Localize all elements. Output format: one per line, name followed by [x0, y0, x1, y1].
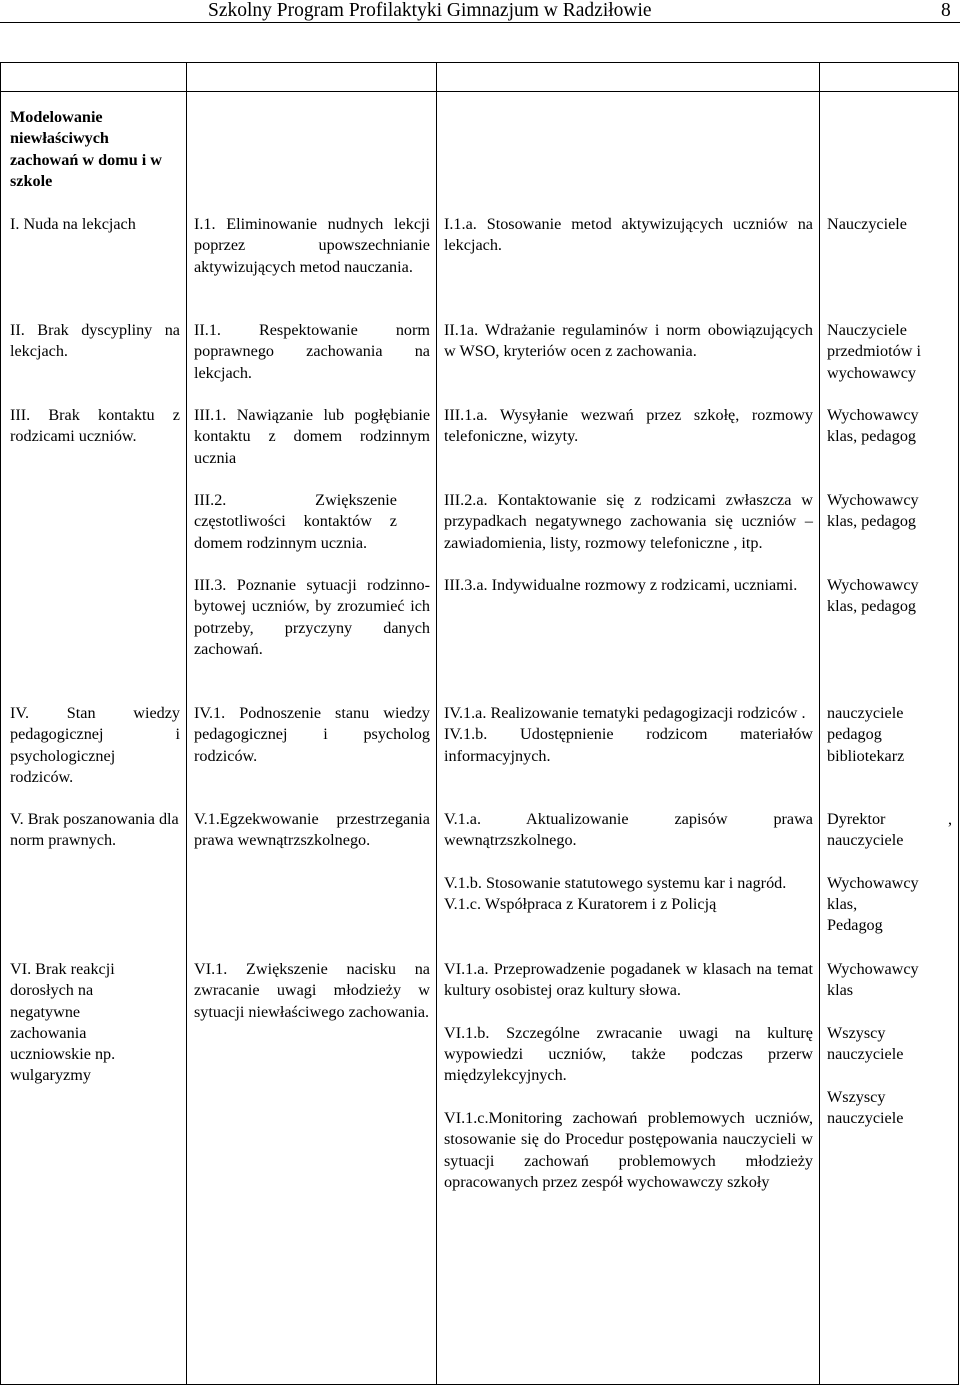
section-heading: Modelowanie niewłaściwych zachowań w domu i w szkole — [10, 108, 162, 190]
task-item: IV.1.a. Realizowanie tematyki pedagogizacji rodziców . — [444, 704, 806, 722]
column-divider — [186, 63, 187, 1384]
task-item: VI.1.c.Monitoring zachowań problemowych uczniów, stosowanie się do Procedur postępowania nauczycieli w sytuacji zachowań problemowych młodzieży opracowanych przez zespół wychowawczy szkoły — [444, 1109, 813, 1191]
responsible-cell: Wychowawcy klas, pedagog — [827, 491, 919, 531]
column-divider — [819, 63, 820, 1384]
goal-cell: VI.1. Zwiększenie nacisku na zwracanie uwagi młodzieży w sytuacji niewłaściwego zachowania. — [194, 960, 430, 1021]
task-cell — [444, 959, 813, 1193]
task-cell: II.1a. Wdrażanie regulaminów i norm obowiązujących w WSO, kryteriów ocen z zachowania. — [444, 321, 813, 361]
responsible-cell: Nauczyciele — [827, 215, 907, 233]
task-item: V.1.c. Współpraca z Kuratorem i z Policją — [444, 895, 717, 914]
task-cell: III.3.a. Indywidualne rozmowy z rodzicami, uczniami. — [444, 576, 798, 594]
task-cell: I.1.a. Stosowanie metod aktywizujących uczniów na lekcjach. — [444, 215, 813, 255]
responsible-cell: Wychowawcy klas, pedagog — [827, 576, 919, 616]
responsible-cell — [827, 809, 952, 937]
task-cell: III.1.a. Wysyłanie wezwań przez szkołę, rozmowy telefoniczne, wizyty. — [444, 406, 813, 446]
problem-cell: III. Brak kontaktu z rodzicami uczniów. — [10, 406, 180, 446]
program-table — [0, 62, 959, 1385]
page-header — [0, 0, 960, 23]
problem-cell: IV. Stan wiedzy pedagogicznej i psychologicznej rodziców. — [10, 704, 180, 786]
goal-cell: V.1.Egzekwowanie przestrzegania prawa wewnątrzszkolnego. — [194, 810, 430, 850]
goal-cell: III.3. Poznanie sytuacji rodzinno-bytowej uczniów, by zrozumieć ich potrzeby, przyczyny danych zachowań. — [194, 576, 430, 658]
responsible-cell: Wychowawcy klas, pedagog — [827, 406, 919, 446]
problem-cell: V. Brak poszanowania dla norm prawnych. — [10, 810, 179, 850]
column-divider — [436, 63, 437, 1384]
task-cell — [444, 809, 813, 915]
task-item: VI.1.b. Szczególne zwracanie uwagi na kulturę wypowiedzi uczniów, także podczas przerw międzylekcyjnych. — [444, 1023, 813, 1085]
header-row-divider — [1, 91, 958, 92]
responsible-cell: Nauczyciele przedmiotów i wychowawcy — [827, 321, 921, 382]
goal-cell: III.2. Zwiększenie częstotliwości kontaktów z domem rodzinnym ucznia. — [194, 491, 397, 552]
responsible-item: Dyrektor , nauczyciele — [827, 810, 952, 850]
document-title: Szkolny Program Profilaktyki Gimnazjum w Radziłowie — [208, 0, 652, 21]
responsible-cell — [827, 959, 937, 1129]
page-number: 8 — [941, 0, 951, 21]
task-cell: III.2.a. Kontaktowanie się z rodzicami zwłaszcza w przypadkach negatywnego zachowania się uczniów – zawiadomienia, listy, rozmowy telefoniczne , itp. — [444, 491, 813, 552]
responsible-item: Wychowawcy klas — [827, 960, 919, 1000]
problem-cell: VI. Brak reakcji dorosłych na negatywne zachowania uczniowskie np. wulgaryzmy — [10, 960, 116, 1085]
problem-cell: I. Nuda na lekcjach — [10, 215, 136, 233]
task-cell — [444, 703, 813, 767]
responsible-item: Wychowawcy klas, Pedagog — [827, 873, 919, 935]
task-item: V.1.b. Stosowanie statutowego systemu kar i nagród. — [444, 873, 787, 892]
responsible-cell: nauczyciele pedagog bibliotekarz — [827, 704, 905, 765]
responsible-item: Wszyscy nauczyciele — [827, 1023, 904, 1064]
task-item: IV.1.b. Udostępnienie rodzicom materiałów informacyjnych. — [444, 725, 813, 765]
problem-cell: II. Brak dyscypliny na lekcjach. — [10, 321, 180, 361]
task-item: VI.1.a. Przeprowadzenie pogadanek w klasach na temat kultury osobistej oraz kultury słowa. — [444, 960, 813, 1000]
responsible-item: Wszyscy nauczyciele — [827, 1087, 904, 1128]
goal-cell: III.1. Nawiązanie lub pogłębianie kontaktu z domem rodzinnym ucznia — [194, 406, 430, 467]
task-item: V.1.a. Aktualizowanie zapisów prawa wewnątrzszkolnego. — [444, 810, 813, 850]
goal-cell: II.1. Respektowanie norm poprawnego zachowania na lekcjach. — [194, 321, 430, 382]
goal-cell: I.1. Eliminowanie nudnych lekcji poprzez upowszechnianie aktywizujących metod nauczania. — [194, 215, 430, 276]
goal-cell: IV.1. Podnoszenie stanu wiedzy pedagogicznej i psycholog rodziców. — [194, 704, 430, 765]
